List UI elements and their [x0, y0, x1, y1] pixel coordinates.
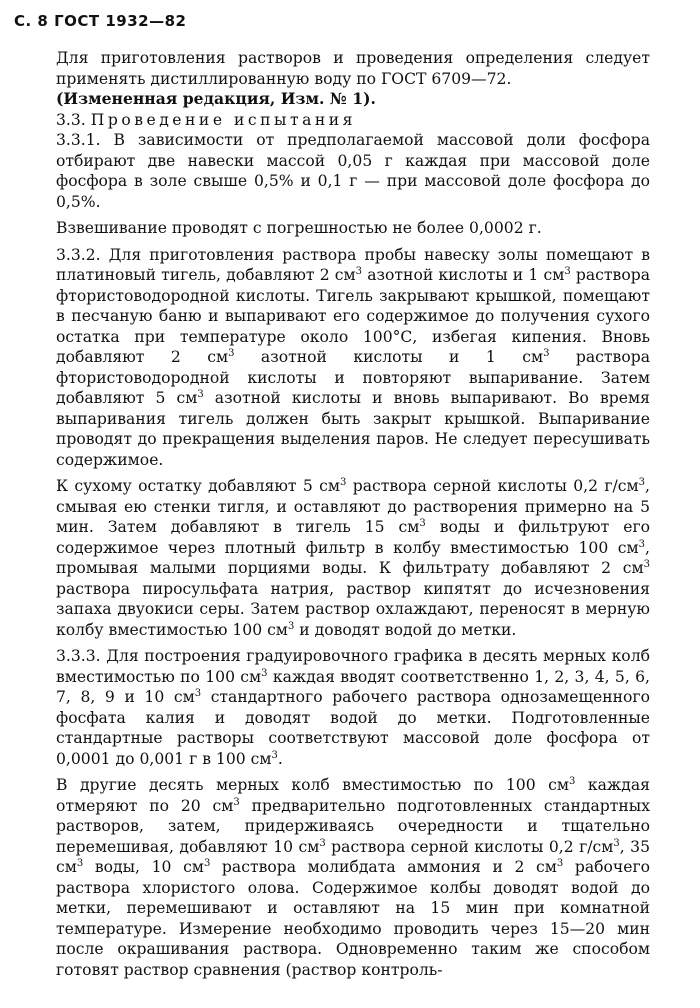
paragraph-3-3-3: 3.3.3. Для построения градуировочного графика в десять мерных колб вместимостью по 100 $см^3$ каждая вводят соответственно 1, 2, 3, 4, 5, 6, 7, 8, 9 и 10 $см^3$ стандартного рабочего раствора однозамещенного фосфата калия и доводят водой до метки. Подготовленные стандартные растворы соответствуют массовой доле фосфора от 0,0001 до 0,001 г в 100 $см^3$.	[56, 647, 650, 768]
document-body	[56, 48, 650, 980]
section-number: 3.3.	[56, 110, 86, 129]
section-heading	[56, 110, 650, 131]
page-header: С. 8 ГОСТ 1932—82	[14, 12, 187, 30]
edition-note: (Измененная редакция, Изм. № 1).	[56, 89, 376, 108]
paragraph-weighing: Взвешивание проводят с погрешностью не более 0,0002 г.	[56, 219, 542, 237]
section-title: Проведение испытания	[90, 110, 356, 129]
paragraph-water: Для приготовления растворов и проведения определения следует применять дистиллированную воду по ГОСТ 6709—72.	[56, 49, 650, 88]
paragraph-3-3-1: 3.3.1. В зависимости от предполагаемой массовой доли фосфора отбирают две навески массой 0,05 г каждая при массовой доле фосфора в золе свыше 0,5% и 0,1 г — при массовой доле фосфора до 0,5%.	[56, 131, 650, 211]
paragraph-3-3-2: 3.3.2. Для приготовления раствора пробы навеску золы помещают в платиновый тигель, добавляют 2 $см^3$ азотной кислоты и 1 $см^3$ раствора фтористоводородной кислоты. Тигель закрывают крышкой, помещают в песчаную баню и выпаривают его содержимое до получения сухого остатка при температуре около 100°С, избегая кипения. Вновь добавляют 2 $см^3$ азотной кислоты и 1 $см^3$ раствора фтористоводородной кислоты и повторяют выпаривание. Затем добавляют 5 $см^3$ азотной кислоты и вновь выпаривают. Во время выпаривания тигель должен быть закрыт крышкой. Выпаривание проводят до прекращения выделения паров. Не следует пересушивать содержимое.	[56, 245, 650, 469]
paragraph-other-flasks: В другие десять мерных колб вместимостью по 100 $см^3$ каждая отмеряют по 20 $см^3$ предварительно подготовленных стандартных растворов, затем, придерживаясь очередности и тщательно перемешивая, добавляют 10 $см^3$ раствора серной кислоты 0,2 $г/см^3$, 35 $см^3$ воды, 10 $см^3$ раствора молибдата аммония и 2 $см^3$ рабочего раствора хлористого олова. Содержимое колбы доводят водой до метки, перемешивают и оставляют на 15 мин при комнатной температуре. Измерение необходимо проводить через 15—20 мин после окрашивания раствора. Одновременно таким же способом готовят раствор сравнения (раствор контроль-	[56, 776, 650, 979]
paragraph-dry-residue: К сухому остатку добавляют 5 $см^3$ раствора серной кислоты 0,2 $г/см^3$, смывая ею стенки тигля, и оставляют до растворения примерно на 5 мин. Затем добавляют в тигель 15 $см^3$ воды и фильтруют его содержимое через плотный фильтр в колбу вместимостью 100 $см^3$, промывая малыми порциями воды. К фильтрату добавляют 2 $см^3$ раствора пиросульфата натрия, раствор кипятят до исчезновения запаха двуокиси серы. Затем раствор охлаждают, переносят в мерную колбу вместимостью 100 $см^3$ и доводят водой до метки.	[56, 477, 651, 639]
